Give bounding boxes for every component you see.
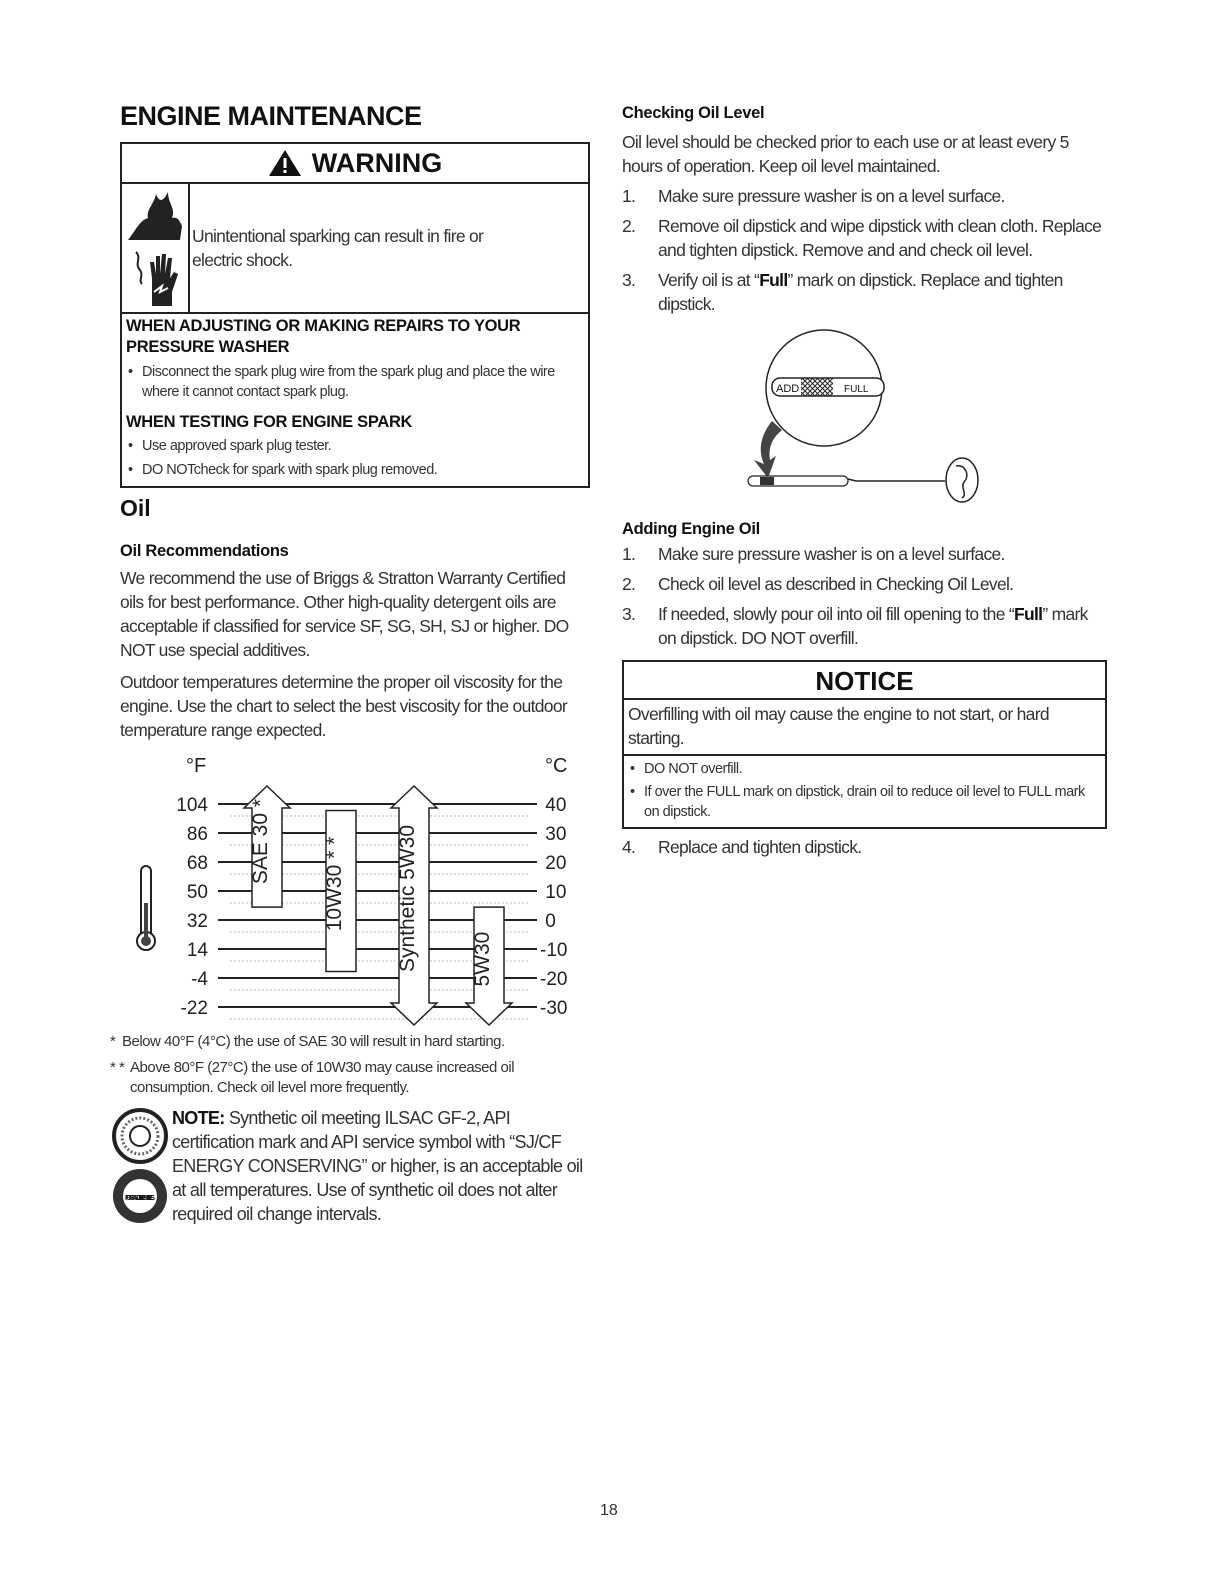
right-column: [622, 102, 1107, 859]
celsius-tick-label: 30: [540, 824, 567, 845]
adding-engine-oil-heading: Adding Engine Oil: [622, 520, 760, 538]
synthetic-oil-note: [172, 1106, 590, 1228]
warning-section-heading: WHEN TESTING FOR ENGINE SPARK: [126, 413, 413, 431]
adding-step: [622, 835, 1107, 859]
checking-step: [622, 268, 1107, 316]
api-certification-icons: [112, 1106, 172, 1228]
arrow-icon: [754, 421, 782, 478]
note-text: Synthetic oil meeting ILSAC GF-2, API certification mark and API service symbol with “SJ/CF ENERGY CONSERVING” or higher, is an acceptable oil at all temperatures. Use of synthetic oil does not alter required oil change intervals.: [172, 1108, 583, 1224]
note-label: NOTE:: [172, 1108, 225, 1128]
dipstick-add-label: ADD: [776, 383, 800, 395]
step-number: 3.: [622, 604, 636, 624]
electric-shock-hand-icon: [132, 248, 182, 306]
warning-bullet: • Use approved spark plug tester.: [126, 436, 582, 456]
warning-triangle-icon: [268, 149, 302, 177]
oil-heading: Oil: [120, 495, 151, 521]
footnote-mark: * *: [110, 1059, 125, 1076]
warning-box: [120, 142, 590, 488]
api-certification-mark-icon: [113, 1169, 167, 1223]
step-number: 2.: [622, 216, 636, 236]
warning-section-heading: WHEN ADJUSTING OR MAKING REPAIRS TO YOUR PRESSURE WASHER: [126, 317, 521, 356]
thermometer-icon: [137, 866, 155, 950]
checking-step: [622, 214, 1107, 262]
notice-title: NOTICE: [624, 662, 1105, 700]
fahrenheit-tick-label: 68: [186, 853, 208, 874]
fahrenheit-tick-label: 50: [186, 882, 208, 903]
celsius-tick-label: 10: [540, 882, 567, 903]
oil-range-label: Synthetic 5W30: [396, 824, 419, 973]
step-text: Check oil level as described in Checking Oil Level.: [658, 574, 1014, 594]
warning-bullet: • Disconnect the spark plug wire from the spark plug and place the wire where it cannot contact spark plug.: [126, 362, 582, 402]
oil-recommendations-heading: Oil Recommendations: [120, 542, 289, 560]
celsius-tick-label: -10: [540, 940, 568, 961]
dipstick-illustration: [740, 326, 1000, 506]
warning-message: Unintentional sparking can result in fire or electric shock.: [192, 226, 484, 270]
step-number: 2.: [622, 574, 636, 594]
step-number: 3.: [622, 270, 636, 290]
step-text-bold: Full: [759, 270, 788, 290]
celsius-axis-label: °C: [545, 755, 568, 777]
celsius-tick-label: 20: [540, 853, 567, 874]
celsius-tick-label: 40: [540, 795, 567, 816]
fahrenheit-tick-label: 32: [186, 911, 208, 932]
step-text: Remove oil dipstick and wipe dipstick with clean cloth. Replace and tighten dipstick. Remove and and check oil level.: [658, 216, 1102, 260]
fire-icon: [126, 190, 184, 242]
step-text: ” mark on dipstick. Replace and tighten dipstick.: [658, 270, 1063, 314]
adding-step: [622, 602, 1107, 650]
fahrenheit-axis-label: °F: [186, 755, 207, 777]
oil-range-label: 5W30: [471, 931, 494, 987]
page-title: ENGINE MAINTENANCE: [120, 101, 422, 131]
fahrenheit-tick-label: -4: [191, 969, 208, 990]
oil-range-label: SAE 30 *: [249, 798, 272, 885]
footnote-mark: *: [110, 1033, 116, 1050]
oil-recommendations-paragraph: We recommend the use of Briggs & Stratton Warranty Certified oils for best performance. Other high-quality detergent oils are acceptable if classified for service SF, SG, SH, SJ or higher. DO NOT use special additives.: [120, 568, 569, 660]
warning-header: [122, 144, 588, 184]
dipstick-full-label: FULL: [844, 384, 869, 395]
oil-viscosity-chart: [120, 748, 590, 1028]
notice-box: [622, 660, 1107, 829]
celsius-tick-label: -30: [540, 998, 568, 1019]
checking-oil-paragraph: Oil level should be checked prior to each use or at least every 5 hours of operation. Keep oil level maintained.: [622, 132, 1069, 176]
fahrenheit-tick-label: -22: [180, 998, 208, 1019]
step-number: 4.: [622, 837, 636, 857]
celsius-tick-label: 0: [540, 911, 556, 932]
step-text: If needed, slowly pour oil into oil fill opening to the “: [658, 604, 1015, 624]
step-text: Replace and tighten dipstick.: [658, 837, 862, 857]
badge-text: FOR GASOLINE ENGINES: [125, 1195, 155, 1202]
step-text: Make sure pressure washer is on a level surface.: [658, 544, 1005, 564]
hazard-icons: [122, 184, 190, 312]
step-text-bold: Full: [1014, 604, 1043, 624]
oil-range-label: 10W30 * *: [323, 836, 346, 932]
fahrenheit-tick-label: 104: [176, 795, 208, 816]
celsius-tick-label: -20: [540, 969, 568, 990]
page-number: 18: [600, 1502, 618, 1519]
notice-bullet: • If over the FULL mark on dipstick, drain oil to reduce oil level to FULL mark on dipstick.: [628, 782, 1101, 822]
step-text: Verify oil is at “: [658, 270, 760, 290]
step-text: Make sure pressure washer is on a level surface.: [658, 186, 1005, 206]
adding-step: [622, 542, 1107, 566]
checking-oil-level-heading: Checking Oil Level: [622, 104, 765, 122]
oil-viscosity-paragraph: Outdoor temperatures determine the proper oil viscosity for the engine. Use the chart to select the best viscosity for the outdoor temperature range expected.: [120, 672, 567, 740]
fahrenheit-tick-label: 14: [186, 940, 208, 961]
notice-message: Overfilling with oil may cause the engine to not start, or hard starting.: [624, 700, 1105, 756]
checking-step: [622, 184, 1107, 208]
warning-bullet: • DO NOTcheck for spark with spark plug removed.: [126, 460, 582, 480]
step-number: 1.: [622, 186, 636, 206]
warning-title: WARNING: [311, 147, 443, 178]
left-column: [110, 100, 590, 1228]
api-service-symbol-icon: [114, 1110, 166, 1162]
adding-step: [622, 572, 1107, 596]
footnote-sae30: [110, 1032, 590, 1052]
footnote-text: Below 40°F (4°C) the use of SAE 30 will result in hard starting.: [122, 1033, 505, 1050]
step-number: 1.: [622, 544, 636, 564]
footnote-text: Above 80°F (27°C) the use of 10W30 may cause increased oil consumption. Check oil level more frequently.: [130, 1059, 515, 1096]
step-text: ” mark on dipstick. DO NOT overfill.: [658, 604, 1088, 648]
fahrenheit-tick-label: 86: [186, 824, 208, 845]
footnote-10w30: [110, 1058, 590, 1098]
notice-bullet: • DO NOT overfill.: [628, 759, 1101, 779]
synthetic-oil-note-row: [112, 1106, 590, 1228]
